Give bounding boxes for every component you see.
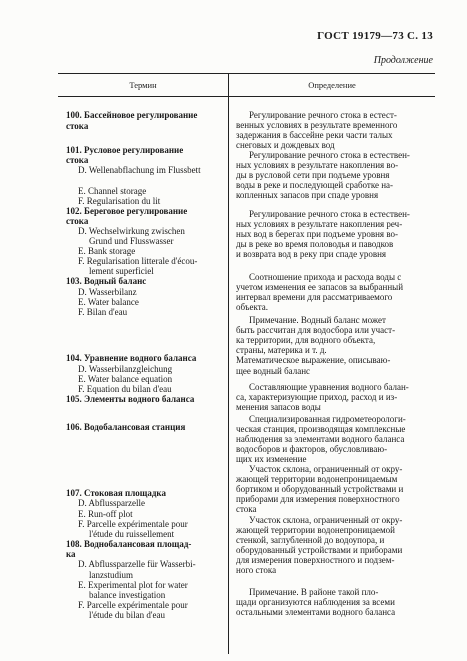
term-102-de: D. Wechselwirkung zwischen — [78, 226, 185, 236]
document-title: ГОСТ 19179—73 С. 13 — [317, 30, 433, 42]
def-103-note-line: быть рассчитан для водосбора или участ- — [236, 325, 396, 335]
term-108-en: E. Experimental plot for water — [78, 580, 188, 590]
column-header-terms: Термин — [129, 80, 157, 90]
term-102-de-cont: Grund und Flusswasser — [89, 236, 174, 246]
def-105-line: менения запасов воды — [236, 402, 321, 412]
term-108-fr: F. Parcelle expérimentale pour — [78, 600, 188, 610]
term-104-fr: F. Equation du bilan d'eau — [78, 384, 172, 394]
term-108-de: D. Abflussparzelle für Wasserbi- — [78, 559, 196, 569]
term-103-de: D. Wasserbilanz — [78, 287, 137, 297]
def-104-line: щее водный баланс — [236, 366, 311, 376]
term-107-fr-cont: l'étude du ruissellement — [89, 529, 175, 539]
def-102-line: ных вод в берегах при подъеме уровня во- — [236, 229, 399, 239]
def-103-note-line: ка территории, для водного объекта, — [236, 335, 376, 345]
def-108-line: стенкой, заглубленной до водоупора, и — [236, 535, 385, 545]
term-107-en: E. Run-off plot — [78, 509, 133, 519]
def-102-line: ды в реке во время половодья и паводков — [236, 239, 394, 249]
def-103-note-line: Примечание. Водный баланс может — [249, 315, 386, 325]
def-108-line: Участок склона, ограниченный от окру- — [249, 515, 403, 525]
term-104-en: E. Water balance equation — [78, 374, 173, 384]
def-103-line: интервал времени для рассматриваемого — [236, 292, 393, 302]
column-divider — [228, 74, 229, 654]
def-108-line: для измерения поверхностного и подзем- — [236, 555, 395, 565]
term-103-title: 103. Водный баланс — [66, 276, 147, 286]
def-101-line: воды в реке и последующей сработке на- — [236, 180, 394, 190]
def-100-line: Регулирование речного стока в естест- — [249, 110, 397, 120]
def-107-line: бортиком и оборудованный устройствами и — [236, 484, 404, 494]
def-103-line: учетом изменения ее запасов за выбранный — [236, 282, 404, 292]
term-104-title: 104. Уравнение водного баланса — [66, 353, 197, 363]
column-header-definitions: Определение — [308, 80, 356, 90]
term-106-title: 106. Водобалансовая станция — [66, 422, 186, 432]
def-100-line: задержания в бассейне реки части талых — [236, 130, 393, 140]
term-108-title-cont: ка — [66, 549, 76, 559]
def-108-note-line: Примечание. В районе такой пло- — [249, 587, 379, 597]
def-107-line: жающей территории водонепроницаемым — [236, 474, 398, 484]
table-top-rule — [58, 73, 435, 74]
term-103-fr: F. Bilan d'eau — [78, 307, 128, 317]
def-102-line: ных условиях в результате накопления реч- — [236, 219, 403, 229]
term-107-fr: F. Parcelle expérimentale pour — [78, 519, 188, 529]
continuation-label: Продолжение — [373, 55, 433, 66]
term-104-de: D. Wasserbilanzgleichung — [78, 364, 173, 374]
term-101-fr: F. Regularisation du lit — [78, 196, 161, 206]
def-107-line: стока — [236, 504, 257, 514]
def-106-line: ческая станция, производящая комплексные — [236, 424, 406, 434]
term-108-fr-cont: l'étude du bilan d'eau — [89, 610, 165, 620]
def-107-line: Участок склона, ограниченный от окру- — [249, 464, 403, 474]
def-105-line: Составляющие уравнения водного балан- — [249, 382, 409, 392]
term-102-fr: F. Regularisation litterale d'écou- — [78, 256, 198, 266]
def-106-line: Специализированная гидрометеорологи- — [249, 414, 406, 424]
term-101-title-cont: стока — [66, 155, 89, 165]
term-108-title: 108. Воднобалансовая площад- — [66, 539, 192, 549]
def-108-line: оборудованный устройствами и приборами — [236, 545, 403, 555]
def-106-line: наблюдения за элементами водного баланса — [236, 434, 405, 444]
def-108-line: ного стока — [236, 565, 277, 575]
term-105-title: 105. Элементы водного баланса — [66, 394, 195, 404]
term-108-en-cont: balance investigation — [89, 590, 166, 600]
def-105-line: са, характеризующие приход, расход и из- — [236, 392, 398, 402]
def-100-line: венных условиях в результате временного — [236, 120, 398, 130]
def-108-note-line: остальными элементами водного баланса — [236, 607, 396, 617]
def-102-line: и возврата вод в реку при спаде уровня — [236, 249, 387, 259]
def-107-line: приборами для измерения поверхностного — [236, 494, 400, 504]
term-101-de: D. Wellenabflachung im Flussbett — [78, 165, 201, 175]
def-101-line: копленных запасов при спаде уровня — [236, 190, 379, 200]
term-107-title: 107. Стоковая площадка — [66, 488, 166, 498]
term-102-title: 102. Береговое регулирование — [66, 206, 188, 216]
term-103-en: E. Water balance — [78, 297, 139, 307]
term-100-title-cont: стока — [66, 121, 89, 131]
term-102-en: E. Bank storage — [78, 246, 136, 256]
def-103-line: Соотношение прихода и расхода воды с — [249, 272, 402, 282]
def-103-line: объекта. — [236, 302, 269, 312]
def-101-line: Регулирование речного стока в естествен- — [249, 150, 410, 160]
term-107-de: D. Abflussparzelle — [78, 498, 145, 508]
term-108-de-cont: lanzstudium — [89, 570, 133, 580]
def-106-line: щих их изменение — [236, 454, 307, 464]
def-101-line: ды в русловой сети при подъеме уровня — [236, 170, 390, 180]
term-100-title: 100. Бассейновое регулирование — [66, 110, 198, 120]
term-101-title: 101. Русловое регулирование — [66, 145, 184, 155]
def-108-note-line: щади организуются наблюдения за всеми — [236, 597, 395, 607]
def-100-line: снеговых и дождевых вод — [236, 140, 335, 150]
def-106-line: водосборов и факторов, обусловливаю- — [236, 444, 388, 454]
def-103-note-line: страны, материка и т. д. — [236, 345, 327, 355]
term-102-fr-cont: lement superficiel — [89, 266, 154, 276]
def-104-line: Математическое выражение, описываю- — [236, 355, 391, 365]
table-header-rule — [58, 96, 435, 97]
term-102-title-cont: стока — [66, 216, 89, 226]
def-101-line: ных условиях в результате накопления во- — [236, 160, 399, 170]
def-102-line: Регулирование речного стока в естествен- — [249, 209, 410, 219]
term-101-en: E. Channel storage — [78, 186, 147, 196]
def-108-line: жающей территории водонепроницаемой — [236, 525, 395, 535]
